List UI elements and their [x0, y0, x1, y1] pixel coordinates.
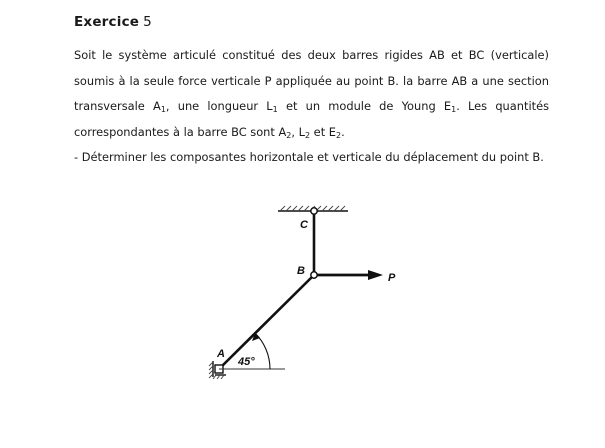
- statement-text-5: , L: [291, 124, 305, 139]
- truss-figure: [190, 195, 410, 390]
- force-p-arrow: [314, 270, 383, 280]
- task-instruction: - Déterminer les composantes horizontale et verticale du déplacement du point B.: [74, 150, 544, 164]
- truss-diagram: [190, 195, 410, 390]
- problem-statement: [74, 43, 549, 145]
- exercise-number: 5: [143, 14, 152, 30]
- statement-text-6: et E: [310, 124, 336, 139]
- statement-text-4: . Les quantités correspondantes à la barre BC sont A: [74, 99, 550, 139]
- statement-sub-1: 1: [160, 105, 166, 114]
- statement-text-7: .: [341, 124, 345, 139]
- exercise-title-text: Exercice: [74, 14, 140, 30]
- statement-sub-2: 1: [272, 105, 278, 114]
- label-p: P: [388, 272, 396, 284]
- statement-sub-6: 2: [335, 130, 342, 140]
- statement-sub-5: 2: [304, 130, 311, 140]
- statement-sub-4: 2: [286, 130, 292, 140]
- statement-sub-3: 1: [451, 105, 457, 114]
- statement-text-2: , une longueur L: [165, 99, 273, 113]
- joint-c: [311, 208, 317, 214]
- label-a: A: [217, 348, 225, 360]
- exercise-title: [74, 14, 152, 30]
- label-b: B: [297, 265, 305, 277]
- statement-text-3: et un module de Young E: [277, 99, 452, 113]
- joint-b: [311, 272, 317, 278]
- bar-ab: [219, 275, 314, 369]
- angle-label: 45°: [238, 356, 255, 368]
- label-c: C: [300, 219, 308, 231]
- statement-text-1: Soit le système articulé constitué des deux barres rigides AB et BC (verticale) soumis à la seule force verticale P appliquée au point B. la barre AB a une section transversale A: [74, 48, 549, 113]
